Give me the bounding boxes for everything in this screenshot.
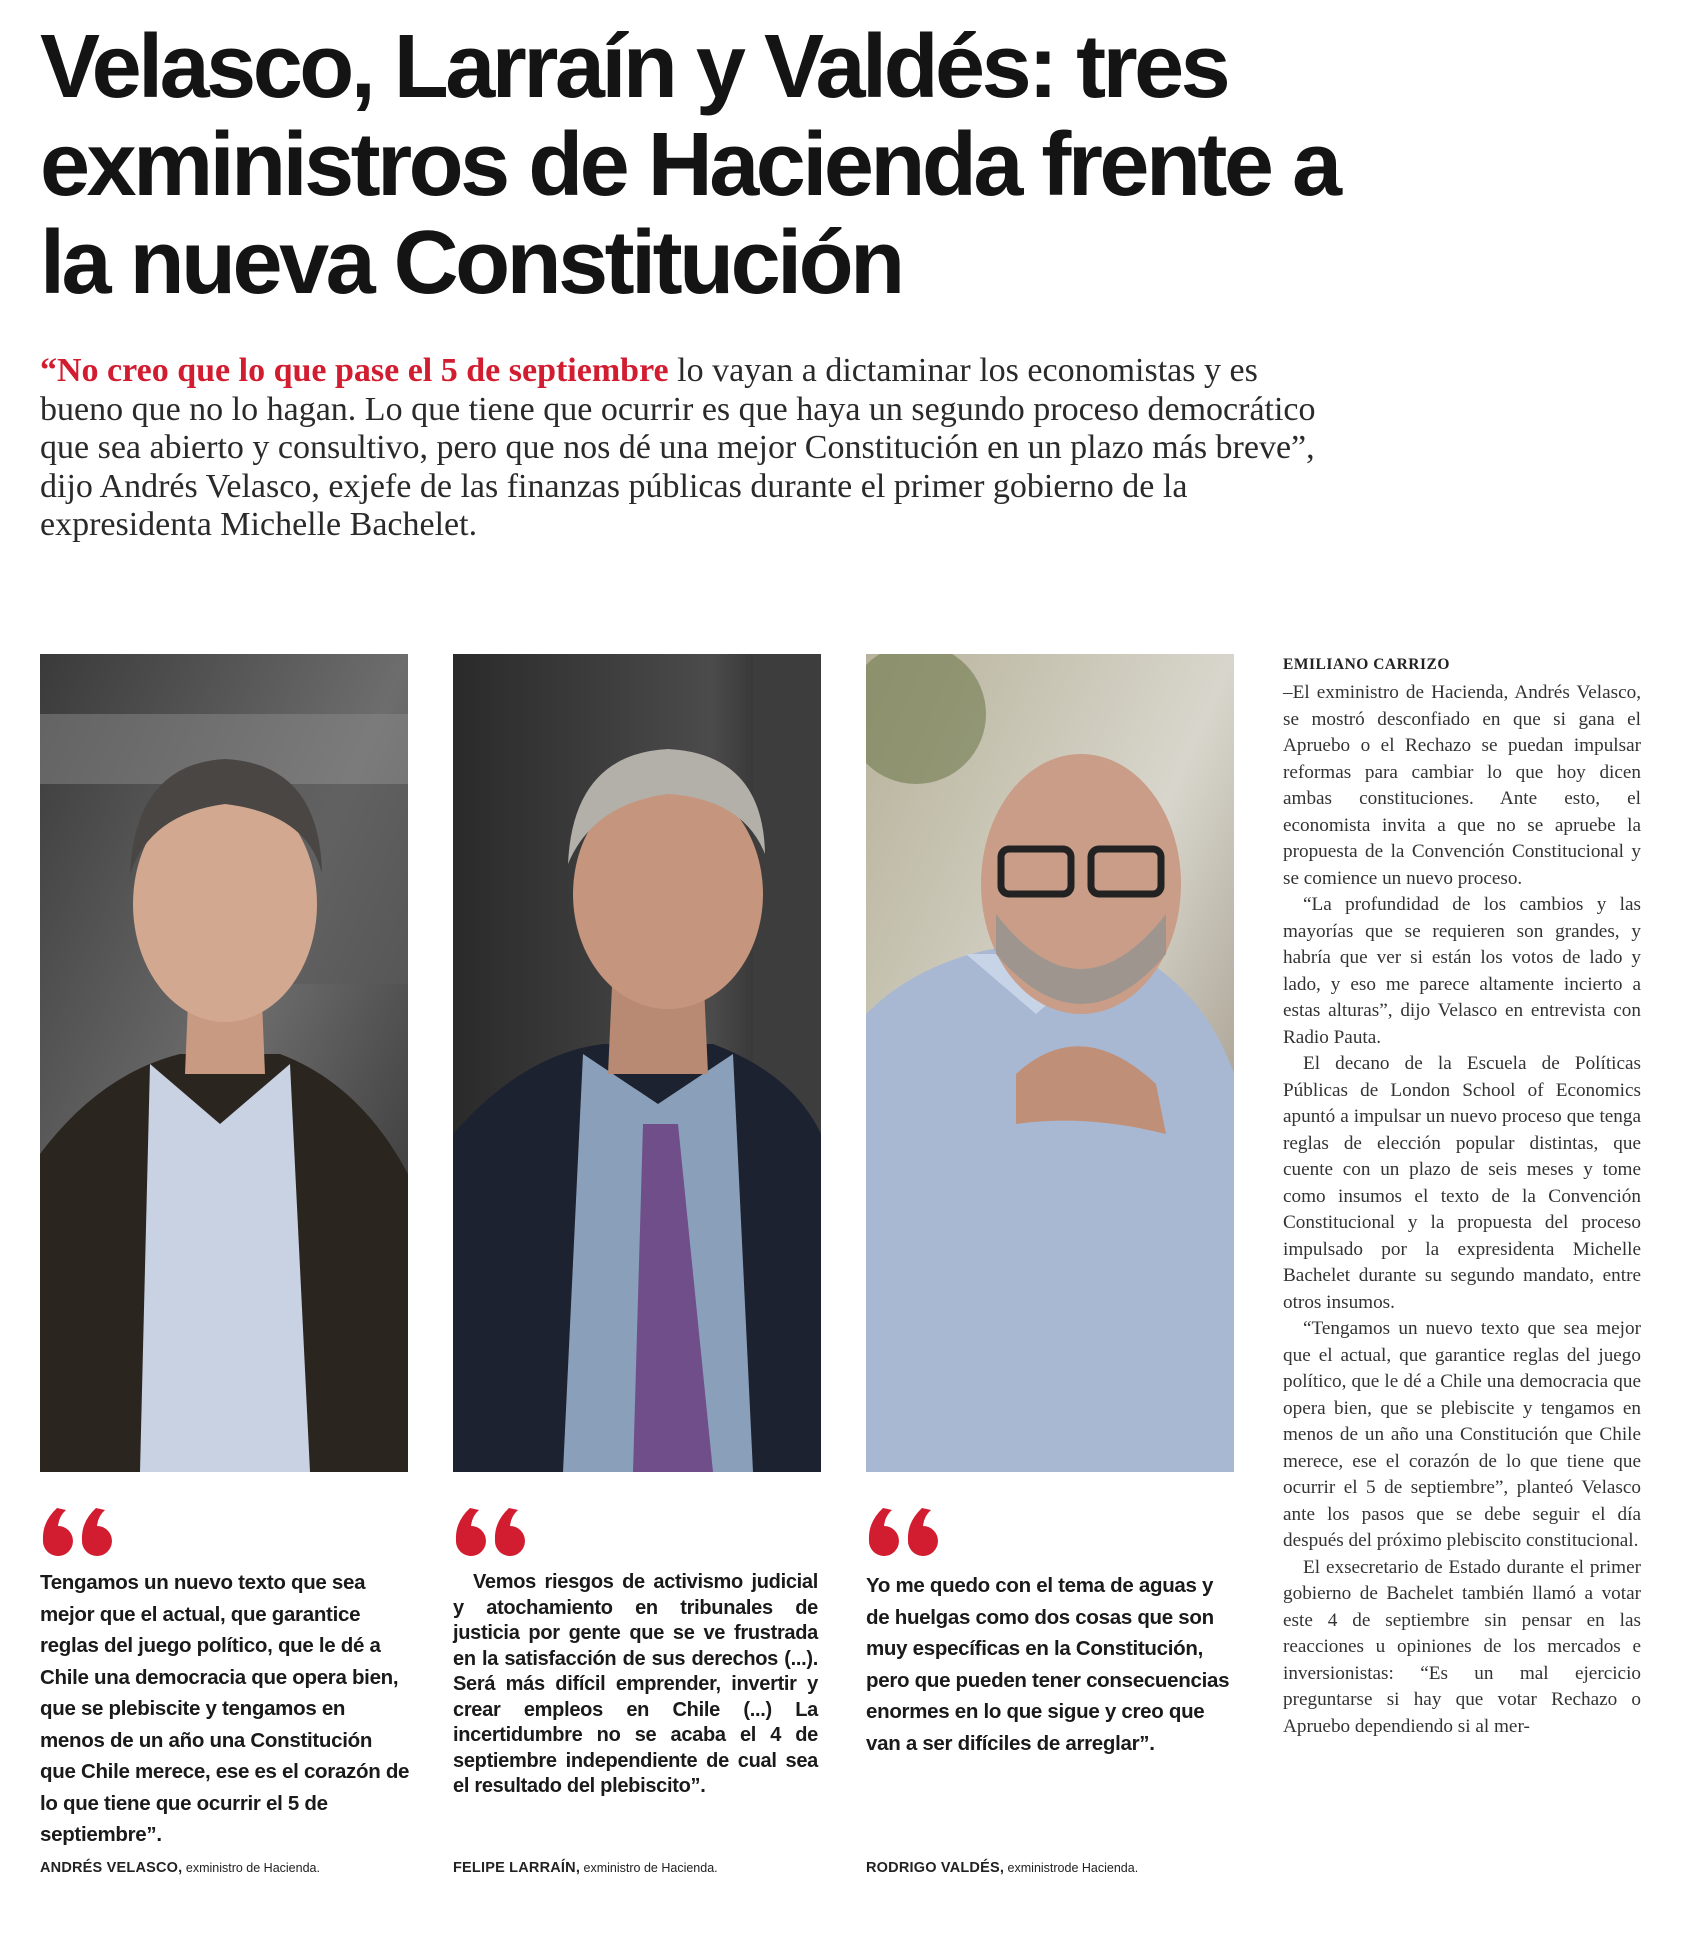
quote-mark-icon (40, 1502, 122, 1556)
pull-quote-velasco: Tengamos un nuevo texto que sea mejor que el actual, que garantice reglas del juego político, que le dé a Chile una democracia que opera bien, que se plebiscite y tengamos en menos de un año una Constitución que Chile merece, ese es el corazón de lo que tiene que ocurrir el 5 de septiembre”. (40, 1571, 410, 1846)
article-paragraph: “La profundidad de los cambios y las mayorías que se requieren son grandes, y habría que ver si están los votos de lado y lado, y eso me parece altamente incierto a estas alturas”, dijo Velasco en entrevista con Radio Pauta. (1283, 894, 1641, 1048)
headline (40, 18, 1460, 312)
article-body (1283, 680, 1641, 1740)
pull-quote-larrain: Vemos riesgos de activismo judicial y atochamiento en tribunales de justicia por gente que se ve frustrada en la satisfacción de sus derechos (...). Será más difícil emprender, invertir y crear empleos en Chile (...) La incertidumbre no se acaba el 4 de septiembre independiente de cual sea el resultado del plebiscito”. (453, 1571, 818, 1797)
lead-highlight: “No creo que lo que pase el 5 de septiembre (40, 352, 669, 389)
photo-credit-velasco (40, 1860, 440, 1876)
headline-line-1: Velasco, Larraín y Valdés: tres (40, 17, 1228, 117)
lead-text: lo vayan a dictaminar los economistas y es bueno que no lo hagan. Lo que tiene que ocurrir es que haya un segundo proceso democrático que sea abierto y consultivo, pero que nos dé una mejor Constitución en un plazo más breve”, dijo Andrés Velasco, exjefe de las finanzas públicas durante el primer gobierno de la expresidenta Michelle Bachelet. (40, 352, 1316, 543)
headline-line-2: exministros de Hacienda frente a (40, 115, 1339, 215)
article-paragraph: El exsecretario de Estado durante el primer gobierno de Bachelet también llamó a votar este 4 de septiembre sin pensar en las reacciones u opiniones de los mercados e inversionistas: “Es un mal ejercicio preguntarse si hay que votar Rechazo o Apruebo dependiendo si al mer- (1283, 1556, 1641, 1737)
photo-rodrigo-valdes (866, 654, 1234, 1472)
pull-quote-valdes: Yo me quedo con el tema de aguas y de huelgas como dos cosas que son muy específicas en la Constitución, pero que pueden tener consecuencias enormes en lo que sigue y creo que van a ser difíciles de arreglar”. (866, 1574, 1230, 1755)
credit-role: exministro de Hacienda. (182, 1861, 320, 1875)
article-paragraph: El decano de la Escuela de Políticas Públicas de London School of Economics apuntó a impulsar un nuevo proceso que tenga reglas de elección popular distintas, que cuente con un plazo de seis meses y tome como insumos el texto de la Convención Constitucional y la propuesta del proceso impulsado por la expresidenta Michelle Bachelet durante su segundo mandato, entre otros insumos. (1283, 1053, 1641, 1313)
photo-credit-larrain (453, 1860, 853, 1876)
quote-mark-icon (453, 1502, 535, 1556)
article-paragraph: “Tengamos un nuevo texto que sea mejor que el actual, que garantice reglas del juego político, que le dé a Chile una democracia que opera bien, que se plebiscite y tengamos en menos de un año una Constitución que Chile merece, ese el corazón de lo que tiene que ocurrir el 5 de septiembre”, planteó Velasco ante los pasos que se debe seguir el día después del próximo plebiscito constitucional. (1283, 1318, 1641, 1551)
article-paragraph: –El exministro de Hacienda, Andrés Velasco, se mostró desconfiado en que si gana el Apruebo o el Rechazo se puedan impulsar reformas para cambiar lo que hoy dicen ambas constituciones. Ante esto, el economista invita a que no se apruebe la propuesta de la Convención Constitucional y se comience un nuevo proceso. (1283, 682, 1641, 889)
headline-line-3: la nueva Constitución (40, 213, 902, 313)
credit-name: ANDRÉS VELASCO, (40, 1860, 183, 1876)
credit-name: RODRIGO VALDÉS, (866, 1860, 1005, 1876)
photo-andres-velasco (40, 654, 408, 1472)
credit-role: exministrode Hacienda. (1004, 1861, 1139, 1875)
photo-felipe-larrain (453, 654, 821, 1472)
credit-name: FELIPE LARRAÍN, (453, 1860, 581, 1876)
byline: EMILIANO CARRIZO (1283, 656, 1450, 673)
photo-credit-valdes (866, 1860, 1266, 1876)
quote-mark-icon (866, 1502, 948, 1556)
credit-role: exministro de Hacienda. (580, 1861, 718, 1875)
lead-paragraph (40, 352, 1340, 545)
